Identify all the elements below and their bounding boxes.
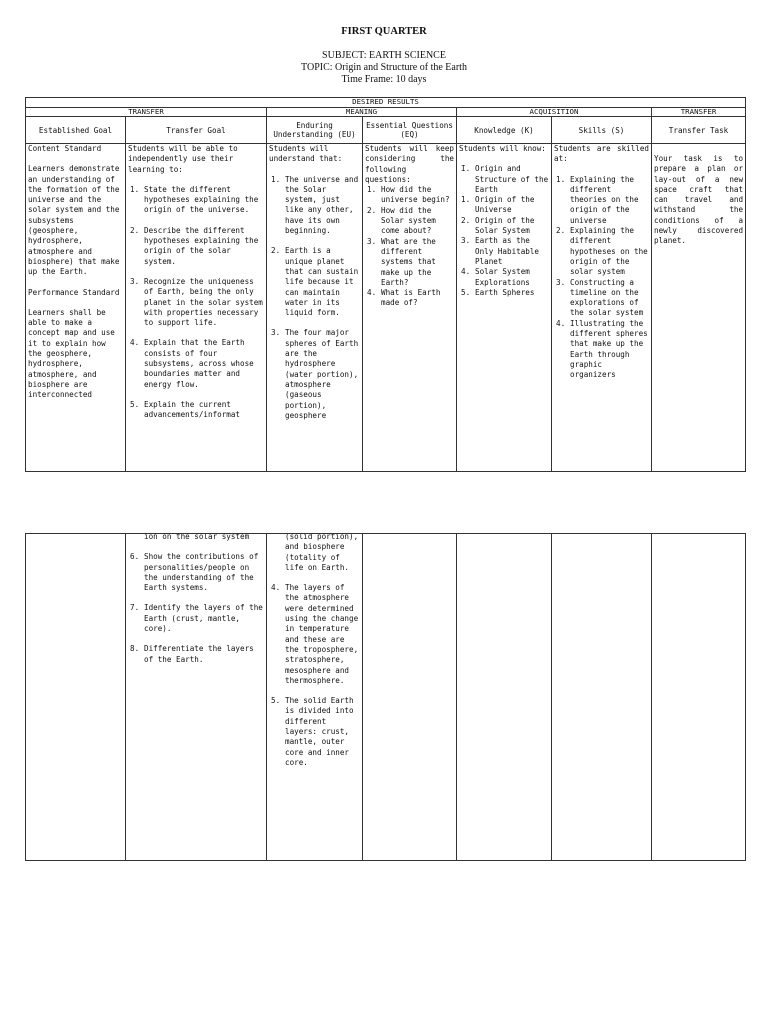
list-item: 1. Explaining the different theories on the origin of the universe	[556, 174, 639, 225]
list-item: 2. Describe the different hypotheses explaining the origin of the solar system.	[130, 225, 259, 266]
essential-questions-cell	[363, 144, 457, 472]
list-item: 4. Explain that the Earth consists of four subsystems, across whose boundaries matter and energy flow.	[130, 338, 254, 389]
transfer-goal-cell	[126, 534, 267, 861]
list-item: I. Origin and Structure of the Earth	[461, 164, 549, 194]
knowledge-intro: Students will know:	[459, 144, 546, 153]
list-item: 6. Show the contributions of personalities/people on the understanding of the Earth systems.	[130, 552, 259, 593]
list-item: 3. What are the different systems that make up the Earth?	[367, 236, 436, 287]
skills-cell	[552, 534, 652, 861]
transfer-task-text: Your task is to prepare a plan or lay-out of a new space craft that can travel and withstand the conditions of a newly discovered planet.	[654, 154, 744, 246]
list-item: 5. Explain the current advancements/informat	[130, 399, 241, 420]
list-item: 3. Constructing a timeline on the explorations of the solar system	[556, 277, 644, 318]
column-header: Essential Questions (EQ)	[363, 117, 457, 144]
column-header: Established Goal	[26, 117, 126, 144]
list-item: 4. Illustrating the different spheres that make up the Earth through graphic organizers	[556, 318, 648, 380]
desired-results-table-continued	[25, 533, 746, 861]
column-header: Transfer Goal	[126, 117, 267, 144]
list-item: 3. Earth as the Only Habitable Planet	[461, 236, 540, 266]
time-frame-line: Time Frame: 10 days	[341, 74, 427, 85]
transfer-goal-cell	[126, 144, 267, 472]
list-item: 1. The universe and the Solar system, just like any other, have its own beginning.	[271, 174, 359, 236]
document-header	[0, 26, 768, 86]
content-standard-text: Learners demonstrate an understanding of the formation of the universe and the solar system and the subsystems (geosphere, hydrosphere, atmosphere and biosphere) that make up the Earth.	[28, 164, 120, 277]
transfer-band-left: TRANSFER	[26, 108, 267, 117]
list-item: 7. Identify the layers of the Earth (crust, mantle, core).	[130, 603, 263, 634]
meaning-band: MEANING	[267, 108, 457, 117]
established-goal-cell	[26, 534, 126, 861]
transfer-task-cell	[652, 534, 746, 861]
list-item: 1. Origin of the Universe	[461, 195, 535, 215]
list-item: 5. Earth Spheres	[461, 287, 535, 297]
transfer-band-right: TRANSFER	[652, 108, 746, 117]
enduring-understanding-cell	[267, 144, 363, 472]
enduring-understanding-cell	[267, 534, 363, 861]
column-header: Enduring Understanding (EU)	[267, 117, 363, 144]
transfer-task-cell	[652, 144, 746, 472]
skills-intro: Students are skilled at:	[554, 144, 649, 164]
knowledge-cell	[457, 144, 552, 472]
list-item: 1. How did the universe begin?	[367, 185, 450, 205]
transfer-goal-continuation: ion on the solar system	[144, 533, 250, 541]
list-item: 5. The solid Earth is divided into different layers: crust, mantle, outer core and inner core.	[271, 696, 354, 767]
column-header: Knowledge (K)	[457, 117, 552, 144]
column-header: Skills (S)	[552, 117, 652, 144]
quarter-title: FIRST QUARTER	[341, 26, 427, 37]
column-header: Transfer Task	[652, 117, 746, 144]
knowledge-cell	[457, 534, 552, 861]
performance-standard-label: Performance Standard	[28, 287, 120, 297]
topic-line: TOPIC: Origin and Structure of the Earth	[301, 62, 467, 73]
subject-line: SUBJECT: EARTH SCIENCE	[322, 50, 446, 61]
essential-questions-intro: Students will keep considering the following questions:	[365, 144, 454, 184]
content-standard-label: Content Standard	[28, 144, 102, 153]
list-item: 4. Solar System Explorations	[461, 267, 530, 287]
list-item: 1. State the different hypotheses explaining the origin of the universe.	[130, 184, 259, 215]
list-item: 3. The four major spheres of Earth are the hydrosphere (water portion), atmosphere (gaseous portion), geosphere	[271, 328, 359, 420]
transfer-goal-intro: Students will be able to independently use their learning to:	[128, 144, 238, 174]
established-goal-cell	[26, 144, 126, 472]
list-item: 2. Explaining the different hypotheses on the origin of the solar system	[556, 226, 648, 277]
desired-results-table	[25, 97, 746, 472]
list-item: 2. Origin of the Solar System	[461, 215, 535, 236]
enduring-understanding-continuation: (solid portion), and biosphere (totality of life on Earth.	[285, 533, 359, 572]
enduring-understanding-intro: Students will understand that:	[269, 144, 343, 164]
list-item: 4. The layers of the atmosphere were determined using the change in temperature and these are the troposphere, stratosphere, mesosphere and thermosphere.	[271, 583, 359, 685]
essential-questions-cell	[363, 534, 457, 861]
list-item: 3. Recognize the uniqueness of Earth, being the only planet in the solar system with properties necessary to support life.	[130, 276, 263, 328]
performance-standard-text: Learners shall be able to make a concept map and use it to explain how the geosphere, hydrosphere, atmosphere, and biosphere are interconnected	[28, 307, 115, 400]
skills-cell	[552, 144, 652, 472]
desired-results-heading: DESIRED RESULTS	[26, 98, 746, 108]
list-item: 8. Differentiate the layers of the Earth.	[130, 644, 254, 664]
list-item: 4. What is Earth made of?	[367, 288, 441, 308]
list-item: 2. How did the Solar system come about?	[367, 205, 436, 236]
acquisition-band: ACQUISITION	[457, 108, 652, 117]
list-item: 2. Earth is a unique planet that can sustain life because it can maintain water in its liquid form.	[271, 246, 359, 318]
